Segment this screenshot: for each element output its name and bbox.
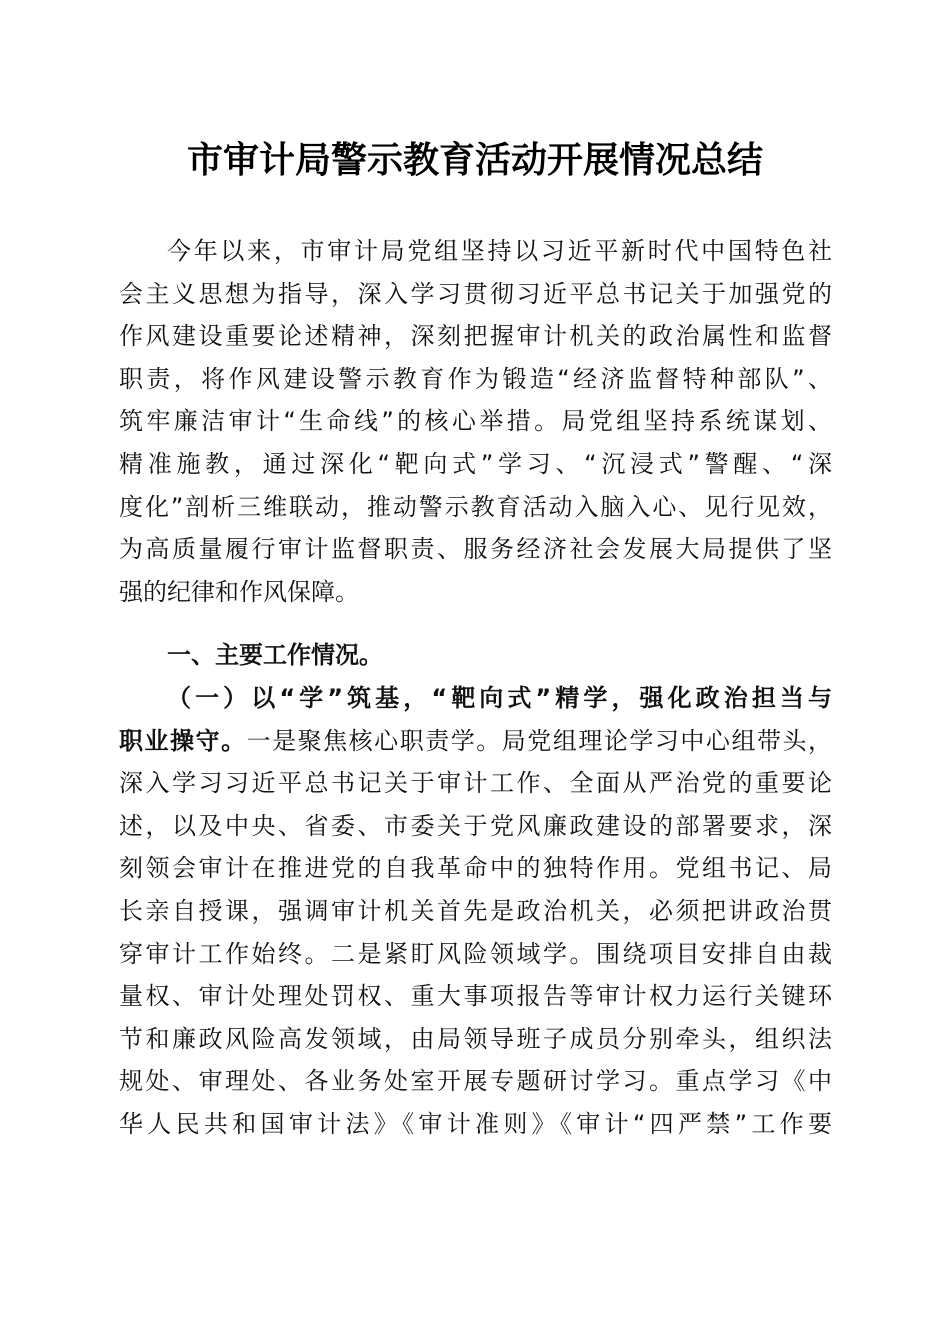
paragraph-line: 长亲自授课，强调审计机关首先是政治机关，必须把讲政治贯 bbox=[119, 896, 832, 925]
paragraph-line: 作风建设重要论述精神，深刻把握审计机关的政治属性和监督 bbox=[119, 322, 832, 351]
paragraph-line: 职责，将作风建设警示教育作为锻造“经济监督特种部队”、 bbox=[119, 364, 832, 393]
section-heading-block bbox=[119, 634, 832, 677]
paragraph-line: 规处、审理处、各业务处室开展专题研讨学习。重点学习《中 bbox=[119, 1067, 832, 1096]
paragraph-line: 筑牢廉洁审计“生命线”的核心举措。局党组坚持系统谋划、 bbox=[119, 407, 832, 436]
intro-paragraph bbox=[119, 230, 832, 613]
subsection-heading-end: 职业操守。 bbox=[119, 726, 247, 755]
paragraph-line: 穿审计工作始终。二是紧盯风险领域学。围绕项目安排自由裁 bbox=[119, 939, 832, 968]
paragraph-line: 华人民共和国审计法》《审计准则》《审计“四严禁”工作要 bbox=[119, 1109, 832, 1138]
paragraph-line: 精准施教，通过深化“靶向式”学习、“沉浸式”警醒、“深 bbox=[119, 449, 832, 478]
paragraph-line: 今年以来，市审计局党组坚持以习近平新时代中国特色社 bbox=[167, 237, 832, 265]
section-heading: 一、主要工作情况。 bbox=[167, 641, 383, 669]
paragraph-line: 度化”剖析三维联动，推动警示教育活动入脑入心、见行见效， bbox=[119, 492, 832, 521]
paragraph-line-rest: 一是聚焦核心职责学。局党组理论学习中心组带头， bbox=[246, 726, 832, 755]
paragraph-line: 深入学习习近平总书记关于审计工作、全面从严治党的重要论 bbox=[119, 769, 832, 798]
paragraph-line: 会主义思想为指导，深入学习贯彻习近平总书记关于加强党的 bbox=[119, 279, 832, 308]
subsection-paragraph bbox=[119, 677, 832, 1146]
paragraph-line bbox=[119, 720, 832, 763]
subsection-heading: （一）以“学”筑基，“靶向式”精学，强化政治担当与 bbox=[167, 684, 832, 712]
paragraph-line: 量权、审计处理处罚权、重大事项报告等审计权力运行关键环 bbox=[119, 982, 832, 1011]
paragraph-line: 刻领会审计在推进党的自我革命中的独特作用。党组书记、局 bbox=[119, 854, 832, 883]
paragraph-line: 为高质量履行审计监督职责、服务经济社会发展大局提供了坚 bbox=[119, 535, 832, 564]
paragraph-line: 强的纪律和作风保障。 bbox=[119, 577, 359, 606]
paragraph-line: 节和廉政风险高发领域，由局领导班子成员分别牵头，组织法 bbox=[119, 1024, 832, 1053]
document-title: 市审计局警示教育活动开展情况总结 bbox=[186, 139, 763, 181]
paragraph-line: 述，以及中央、省委、市委关于党风廉政建设的部署要求，深 bbox=[119, 811, 832, 840]
